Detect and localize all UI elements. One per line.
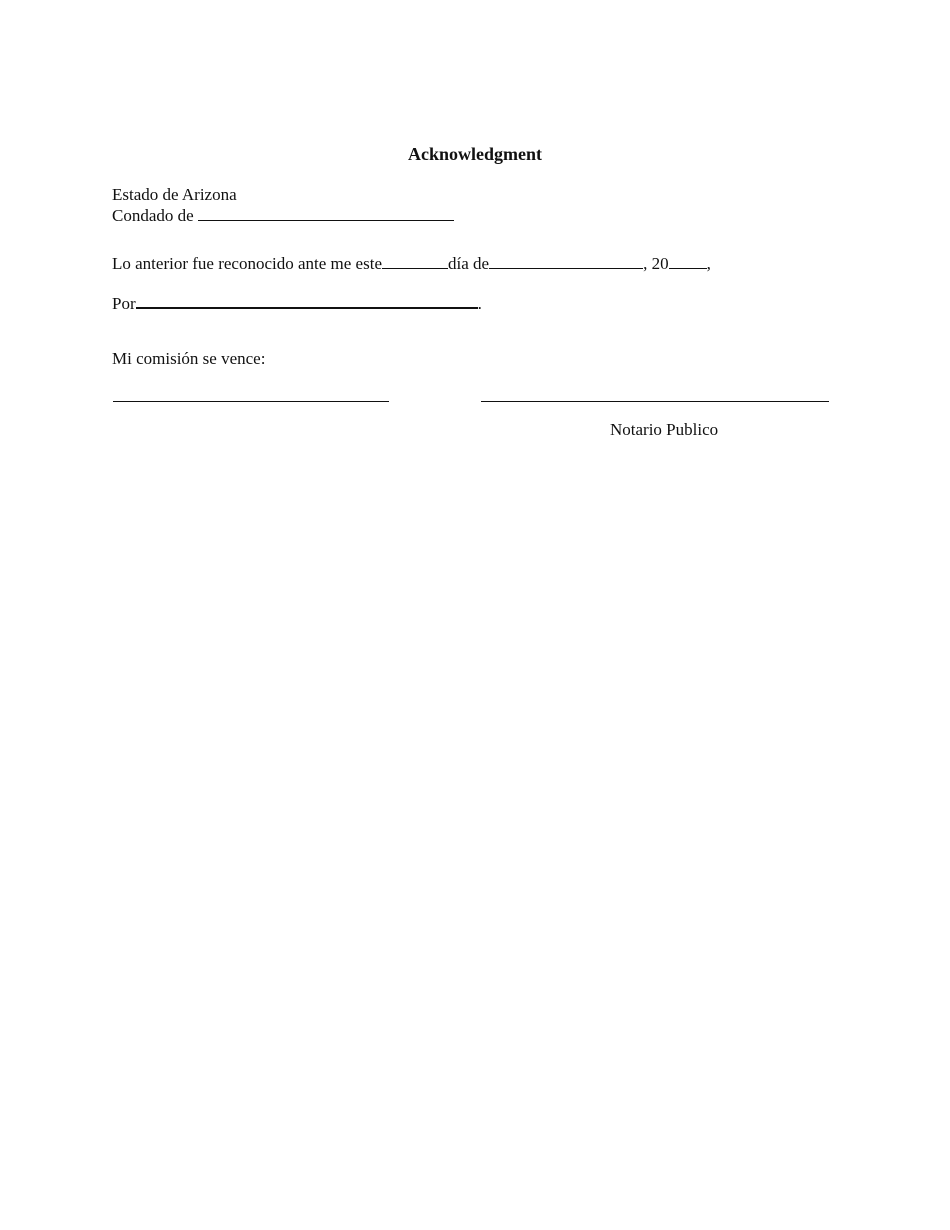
ack-day-label: día de [447,254,490,273]
day-blank[interactable] [382,252,448,269]
ack-year-prefix: , 20 [643,254,669,273]
acknowledgment-line [112,252,711,274]
ack-suffix: , [706,254,711,273]
county-line [112,204,454,226]
by-suffix: . [477,294,482,313]
by-line [112,291,482,314]
state-line: Estado de Arizona [112,185,237,204]
commission-label: Mi comisión se vence: [112,349,266,368]
county-label: Condado de [112,206,194,225]
commission-expiry-line[interactable] [113,401,389,402]
by-blank[interactable] [136,291,478,309]
notary-signature-line[interactable] [481,401,829,402]
notary-label: Notario Publico [610,420,719,439]
month-blank[interactable] [489,252,643,269]
ack-prefix: Lo anterior fue reconocido ante me este [112,254,382,273]
document-title: Acknowledgment [408,144,542,164]
county-blank[interactable] [198,204,454,221]
year-blank[interactable] [669,252,707,269]
by-label: Por [112,294,136,313]
